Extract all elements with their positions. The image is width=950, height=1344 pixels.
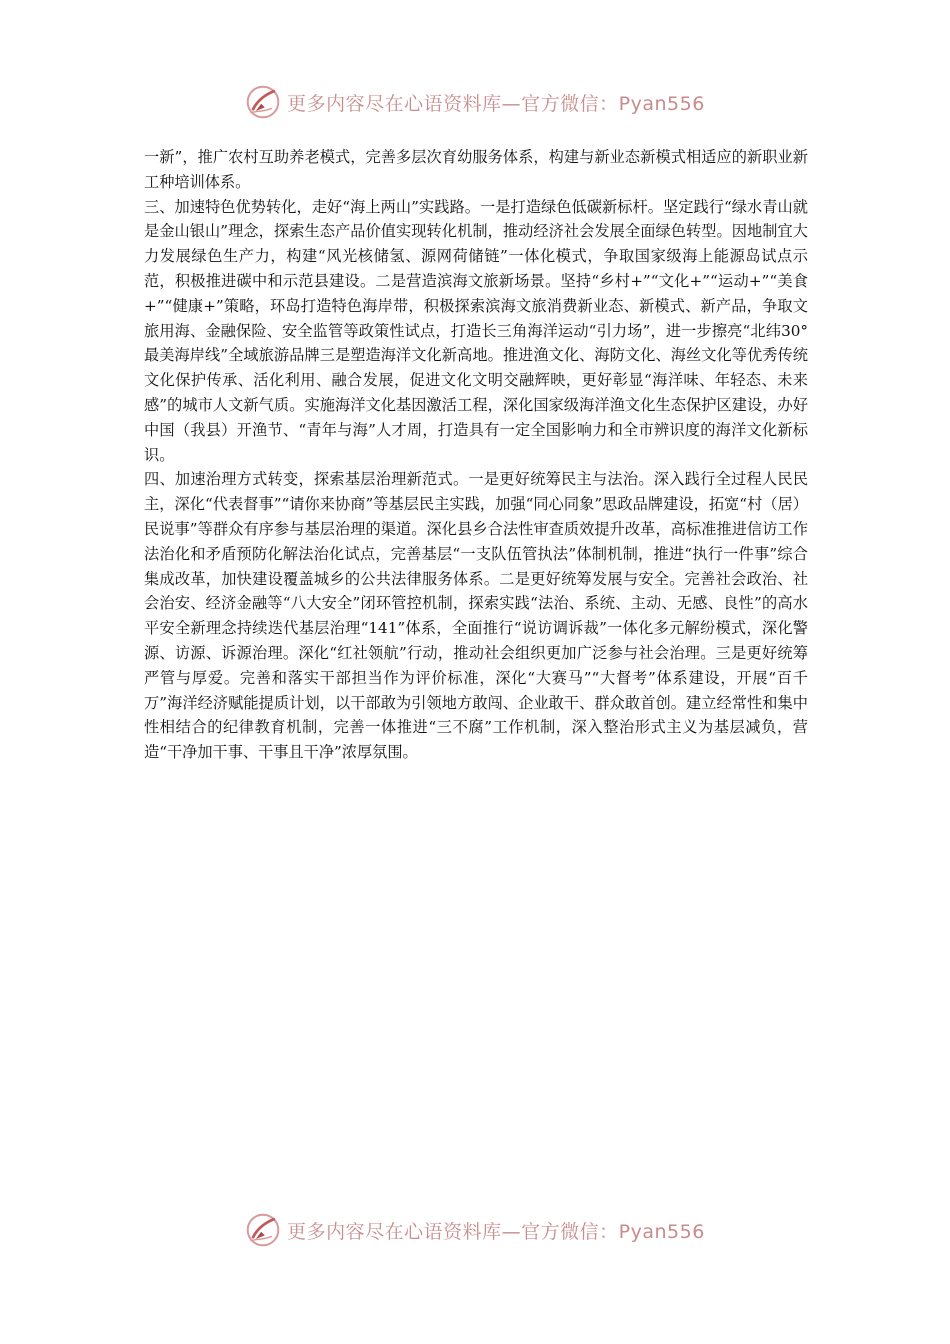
watermark-text: 更多内容尽在心语资料库—官方微信：Pyan556	[287, 92, 705, 115]
paragraph-section-four: 四、加速治理方式转变，探索基层治理新范式。一是更好统筹民主与法治。深入践行全过程人民民主，深化“代表督事”“请你来协商”等基层民主实践，加强“同心同象”思政品牌建设，拓宽“村（居）民说事”等群众有序参与基层治理的渠道。深化县乡合法性审查质效提升改革，高标准推进信访工作法治化和矛盾预防化解法治化试点，完善基层“一支队伍管执法”体制机制，推进“执行一件事”综合集成改革，加快建设覆盖城乡的公共法律服务体系。二是更好统筹发展与安全。完善社会政治、社会治安、经济金融等“八大安全”闭环管控机制，探索实践“法治、系统、主动、无感、良性”的高水平安全新理念持续迭代基层治理“141”体系，全面推行“说访调诉裁”一体化多元解纷模式，深化警源、访源、诉源治理。深化“红社领航”行动，推动社会组织更加广泛参与社会治理。三是更好统筹严管与厚爱。完善和落实干部担当作为评价标准，深化“大赛马”“大督考”体系建设，开展“百千万”海洋经济赋能提质计划，以干部敢为引领地方敢闯、企业敢干、群众敢首创。建立经常性和集中性相结合的纪律教育机制，完善一体推进“三不腐”工作机制，深入整治形式主义为基层减负，营造“干净加干事、干事且干净”浓厚氛围。	[144, 470, 808, 762]
watermark-text: 更多内容尽在心语资料库—官方微信：Pyan556	[287, 1220, 705, 1243]
paragraph-section-three: 三、加速特色优势转化，走好“海上两山”实践路。一是打造绿色低碳新标杆。坚定践行“绿水青山就是金山银山”理念，探索生态产品价值实现转化机制，推动经济社会发展全面绿色转型。因地制宜大力发展绿色生产力，构建“风光核储氢、源网荷储链”一体化模式，争取国家级海上能源岛试点示范，积极推进碳中和示范县建设。二是营造滨海文旅新场景。坚持“乡村+”“文化+”“运动+”“美食+”“健康+”策略，环岛打造特色海岸带，积极探索滨海文旅消费新业态、新模式、新产品，争取文旅用海、金融保险、安全监管等政策性试点，打造长三角海洋运动“引力场”，进一步擦亮“北纬30°最美海岸线”全域旅游品牌三是塑造海洋文化新高地。推进渔文化、海防文化、海丝文化等优秀传统文化保护传承、活化利用、融合发展，促进文化文明交融辉映，更好彰显“海洋味、年轻态、未来感”的城市人文新气质。实施海洋文化基因激活工程，深化国家级海洋渔文化生态保护区建设，办好中国（我县）开渔节、“青年与海”人才周，打造具有一定全国影响力和全市辨识度的海洋文化新标识。	[144, 197, 808, 464]
document-body	[144, 145, 808, 765]
footer-watermark	[0, 1210, 950, 1250]
pen-logo-icon	[245, 84, 281, 120]
header-watermark	[0, 82, 950, 122]
paragraph-continuation: 一新”，推广农村互助养老模式，完善多层次育幼服务体系，构建与新业态新模式相适应的新职业新工种培训体系。	[144, 148, 808, 191]
pen-logo-icon	[245, 1212, 281, 1248]
